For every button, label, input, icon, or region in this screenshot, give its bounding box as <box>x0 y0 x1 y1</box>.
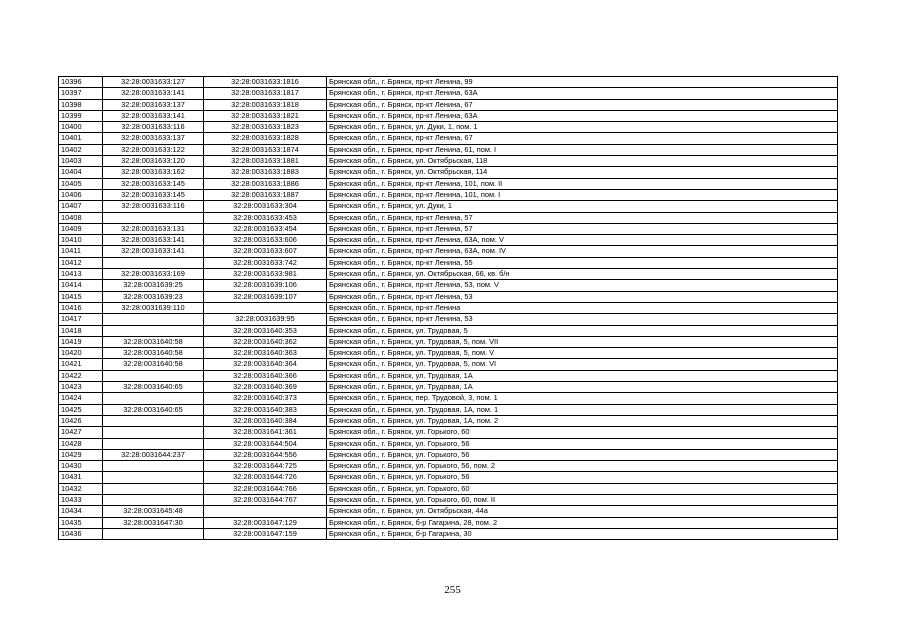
parent-cadastral-number-cell: 32:28:0031633:141 <box>103 110 204 121</box>
cadastral-number-cell: 32:28:0031633:1881 <box>204 156 327 167</box>
parent-cadastral-number-cell <box>103 212 204 223</box>
table-row <box>59 291 838 302</box>
table-row <box>59 427 838 438</box>
table-row <box>59 336 838 347</box>
parent-cadastral-number-cell: 32:28:0031633:127 <box>103 77 204 88</box>
address-cell: Брянская обл., г. Брянск, ул. Дуки, 1 <box>327 201 838 212</box>
row-number-cell: 10414 <box>59 280 103 291</box>
address-cell: Брянская обл., г. Брянск, ул. Трудовая, 5, пом. V <box>327 348 838 359</box>
cadastral-number-cell: 32:28:0031644:726 <box>204 472 327 483</box>
cadastral-number-cell: 32:28:0031639:107 <box>204 291 327 302</box>
parent-cadastral-number-cell: 32:28:0031633:141 <box>103 235 204 246</box>
address-cell: Брянская обл., г. Брянск, ул. Октябрьская, 114 <box>327 167 838 178</box>
table-row <box>59 212 838 223</box>
table-row <box>59 461 838 472</box>
parent-cadastral-number-cell: 32:28:0031640:58 <box>103 336 204 347</box>
cadastral-number-cell: 32:28:0031644:556 <box>204 449 327 460</box>
address-cell: Брянская обл., г. Брянск, ул. Горького, 60, пом. II <box>327 494 838 505</box>
table-row <box>59 302 838 313</box>
address-cell: Брянская обл., г. Брянск, ул. Октябрьская, 66, кв. б/н <box>327 269 838 280</box>
table-row <box>59 110 838 121</box>
table-row <box>59 415 838 426</box>
row-number-cell: 10430 <box>59 461 103 472</box>
table-row <box>59 280 838 291</box>
parent-cadastral-number-cell <box>103 314 204 325</box>
parent-cadastral-number-cell <box>103 461 204 472</box>
parent-cadastral-number-cell <box>103 370 204 381</box>
table-row <box>59 257 838 268</box>
cadastral-number-cell: 32:28:0031640:353 <box>204 325 327 336</box>
address-cell: Брянская обл., г. Брянск, ул. Октябрьская, 44а <box>327 506 838 517</box>
cadastral-number-cell: 32:28:0031641:361 <box>204 427 327 438</box>
row-number-cell: 10425 <box>59 404 103 415</box>
table-row <box>59 122 838 133</box>
parent-cadastral-number-cell: 32:28:0031633:131 <box>103 223 204 234</box>
row-number-cell: 10400 <box>59 122 103 133</box>
page-number: 255 <box>444 584 461 596</box>
row-number-cell: 10418 <box>59 325 103 336</box>
address-cell: Брянская обл., г. Брянск, б-р Гагарина, 30 <box>327 528 838 539</box>
cadastral-number-cell: 32:28:0031633:1818 <box>204 99 327 110</box>
table-row <box>59 472 838 483</box>
row-number-cell: 10423 <box>59 382 103 393</box>
cadastral-number-cell: 32:28:0031633:454 <box>204 223 327 234</box>
cadastral-number-cell: 32:28:0031644:725 <box>204 461 327 472</box>
parent-cadastral-number-cell: 32:28:0031633:169 <box>103 269 204 280</box>
address-cell: Брянская обл., г. Брянск, пр-кт Ленина, 53 <box>327 314 838 325</box>
address-cell: Брянская обл., г. Брянск, ул. Октябрьская, 118 <box>327 156 838 167</box>
table-row <box>59 348 838 359</box>
row-number-cell: 10424 <box>59 393 103 404</box>
parent-cadastral-number-cell <box>103 483 204 494</box>
parent-cadastral-number-cell: 32:28:0031645:48 <box>103 506 204 517</box>
row-number-cell: 10428 <box>59 438 103 449</box>
row-number-cell: 10408 <box>59 212 103 223</box>
parent-cadastral-number-cell: 32:28:0031639:25 <box>103 280 204 291</box>
cadastral-number-cell: 32:28:0031640:369 <box>204 382 327 393</box>
table-row <box>59 517 838 528</box>
address-cell: Брянская обл., г. Брянск, пр-кт Ленина, 101, пом. I <box>327 189 838 200</box>
parent-cadastral-number-cell <box>103 257 204 268</box>
cadastral-table <box>58 76 838 540</box>
parent-cadastral-number-cell: 32:28:0031644:237 <box>103 449 204 460</box>
parent-cadastral-number-cell: 32:28:0031640:58 <box>103 359 204 370</box>
parent-cadastral-number-cell <box>103 494 204 505</box>
row-number-cell: 10427 <box>59 427 103 438</box>
row-number-cell: 10403 <box>59 156 103 167</box>
parent-cadastral-number-cell: 32:28:0031639:23 <box>103 291 204 302</box>
address-cell: Брянская обл., г. Брянск, ул. Трудовая, 1А <box>327 382 838 393</box>
cadastral-number-cell: 32:28:0031644:766 <box>204 483 327 494</box>
parent-cadastral-number-cell <box>103 325 204 336</box>
address-cell: Брянская обл., г. Брянск, пр-кт Ленина, 55 <box>327 257 838 268</box>
parent-cadastral-number-cell: 32:28:0031640:65 <box>103 404 204 415</box>
row-number-cell: 10421 <box>59 359 103 370</box>
cadastral-number-cell: 32:28:0031633:606 <box>204 235 327 246</box>
row-number-cell: 10431 <box>59 472 103 483</box>
cadastral-number-cell: 32:28:0031640:373 <box>204 393 327 404</box>
table-body <box>59 77 838 540</box>
parent-cadastral-number-cell <box>103 393 204 404</box>
address-cell: Брянская обл., г. Брянск, пр-кт Ленина <box>327 302 838 313</box>
parent-cadastral-number-cell: 32:28:0031633:145 <box>103 189 204 200</box>
row-number-cell: 10398 <box>59 99 103 110</box>
table-row <box>59 404 838 415</box>
address-cell: Брянская обл., г. Брянск, ул. Трудовая, 5 <box>327 325 838 336</box>
table-row <box>59 189 838 200</box>
table-row <box>59 494 838 505</box>
row-number-cell: 10435 <box>59 517 103 528</box>
address-cell: Брянская обл., г. Брянск, пр-кт Ленина, 63А, пом. V <box>327 235 838 246</box>
cadastral-number-cell: 32:28:0031633:1816 <box>204 77 327 88</box>
cadastral-number-cell: 32:28:0031640:363 <box>204 348 327 359</box>
parent-cadastral-number-cell: 32:28:0031633:137 <box>103 99 204 110</box>
cadastral-number-cell: 32:28:0031640:364 <box>204 359 327 370</box>
row-number-cell: 10426 <box>59 415 103 426</box>
address-cell: Брянская обл., г. Брянск, пр-кт Ленина, 63А <box>327 110 838 121</box>
table-row <box>59 269 838 280</box>
table-row <box>59 483 838 494</box>
parent-cadastral-number-cell: 32:28:0031639:110 <box>103 302 204 313</box>
row-number-cell: 10422 <box>59 370 103 381</box>
table-row <box>59 393 838 404</box>
cadastral-number-cell: 32:28:0031633:1874 <box>204 144 327 155</box>
table-row <box>59 133 838 144</box>
row-number-cell: 10409 <box>59 223 103 234</box>
parent-cadastral-number-cell: 32:28:0031633:141 <box>103 246 204 257</box>
cadastral-number-cell: 32:28:0031644:767 <box>204 494 327 505</box>
address-cell: Брянская обл., г. Брянск, ул. Трудовая, 1А, пом. 2 <box>327 415 838 426</box>
address-cell: Брянская обл., г. Брянск, б-р Гагарина, 28, пом. 2 <box>327 517 838 528</box>
address-cell: Брянская обл., г. Брянск, пер. Трудовой, 3, пом. 1 <box>327 393 838 404</box>
address-cell: Брянская обл., г. Брянск, ул. Горького, 60 <box>327 483 838 494</box>
parent-cadastral-number-cell: 32:28:0031633:145 <box>103 178 204 189</box>
cadastral-number-cell: 32:28:0031633:742 <box>204 257 327 268</box>
table-row <box>59 325 838 336</box>
parent-cadastral-number-cell <box>103 427 204 438</box>
row-number-cell: 10432 <box>59 483 103 494</box>
parent-cadastral-number-cell: 32:28:0031633:141 <box>103 88 204 99</box>
parent-cadastral-number-cell: 32:28:0031633:116 <box>103 122 204 133</box>
table-row <box>59 382 838 393</box>
address-cell: Брянская обл., г. Брянск, ул. Горького, 56, пом. 2 <box>327 461 838 472</box>
address-cell: Брянская обл., г. Брянск, ул. Горького, 56 <box>327 449 838 460</box>
table-row <box>59 246 838 257</box>
cadastral-number-cell: 32:28:0031640:362 <box>204 336 327 347</box>
cadastral-number-cell: 32:28:0031647:159 <box>204 528 327 539</box>
table-row <box>59 528 838 539</box>
address-cell: Брянская обл., г. Брянск, ул. Трудовая, 5, пом. VI <box>327 359 838 370</box>
cadastral-number-cell: 32:28:0031639:95 <box>204 314 327 325</box>
cadastral-number-cell: 32:28:0031647:129 <box>204 517 327 528</box>
row-number-cell: 10410 <box>59 235 103 246</box>
row-number-cell: 10404 <box>59 167 103 178</box>
row-number-cell: 10411 <box>59 246 103 257</box>
row-number-cell: 10415 <box>59 291 103 302</box>
address-cell: Брянская обл., г. Брянск, пр-кт Ленина, 57 <box>327 212 838 223</box>
row-number-cell: 10434 <box>59 506 103 517</box>
cadastral-number-cell: 32:28:0031633:1817 <box>204 88 327 99</box>
table-row <box>59 178 838 189</box>
table-row <box>59 506 838 517</box>
row-number-cell: 10413 <box>59 269 103 280</box>
row-number-cell: 10429 <box>59 449 103 460</box>
cadastral-number-cell <box>204 506 327 517</box>
address-cell: Брянская обл., г. Брянск, пр-кт Ленина, 57 <box>327 223 838 234</box>
table-row <box>59 449 838 460</box>
table-row <box>59 167 838 178</box>
parent-cadastral-number-cell: 32:28:0031633:120 <box>103 156 204 167</box>
table-row <box>59 88 838 99</box>
cadastral-number-cell: 32:28:0031633:607 <box>204 246 327 257</box>
cadastral-number-cell: 32:28:0031633:1823 <box>204 122 327 133</box>
row-number-cell: 10399 <box>59 110 103 121</box>
cadastral-number-cell: 32:28:0031639:106 <box>204 280 327 291</box>
parent-cadastral-number-cell: 32:28:0031633:122 <box>103 144 204 155</box>
table-row <box>59 235 838 246</box>
address-cell: Брянская обл., г. Брянск, пр-кт Ленина, 53 <box>327 291 838 302</box>
row-number-cell: 10412 <box>59 257 103 268</box>
address-cell: Брянская обл., г. Брянск, пр-кт Ленина, 63А, пом. IV <box>327 246 838 257</box>
cadastral-number-cell: 32:28:0031640:383 <box>204 404 327 415</box>
cadastral-number-cell: 32:28:0031633:1887 <box>204 189 327 200</box>
parent-cadastral-number-cell: 32:28:0031633:116 <box>103 201 204 212</box>
row-number-cell: 10402 <box>59 144 103 155</box>
parent-cadastral-number-cell <box>103 472 204 483</box>
row-number-cell: 10396 <box>59 77 103 88</box>
row-number-cell: 10417 <box>59 314 103 325</box>
table-row <box>59 438 838 449</box>
cadastral-number-cell: 32:28:0031633:981 <box>204 269 327 280</box>
address-cell: Брянская обл., г. Брянск, пр-кт Ленина, 99 <box>327 77 838 88</box>
row-number-cell: 10406 <box>59 189 103 200</box>
address-cell: Брянская обл., г. Брянск, пр-кт Ленина, 53, пом. V <box>327 280 838 291</box>
address-cell: Брянская обл., г. Брянск, пр-кт Ленина, 67 <box>327 133 838 144</box>
cadastral-number-cell: 32:28:0031633:304 <box>204 201 327 212</box>
address-cell: Брянская обл., г. Брянск, ул. Горького, 56 <box>327 438 838 449</box>
parent-cadastral-number-cell: 32:28:0031633:137 <box>103 133 204 144</box>
address-cell: Брянская обл., г. Брянск, пр-кт Ленина, 63А <box>327 88 838 99</box>
address-cell: Брянская обл., г. Брянск, ул. Дуки, 1, пом. 1 <box>327 122 838 133</box>
address-cell: Брянская обл., г. Брянск, ул. Трудовая, 1А, пом. 1 <box>327 404 838 415</box>
address-cell: Брянская обл., г. Брянск, ул. Трудовая, 1А <box>327 370 838 381</box>
address-cell: Брянская обл., г. Брянск, пр-кт Ленина, 61, пом. I <box>327 144 838 155</box>
table-row <box>59 201 838 212</box>
cadastral-number-cell <box>204 302 327 313</box>
table-row <box>59 99 838 110</box>
row-number-cell: 10433 <box>59 494 103 505</box>
table-row <box>59 359 838 370</box>
cadastral-number-cell: 32:28:0031640:366 <box>204 370 327 381</box>
row-number-cell: 10405 <box>59 178 103 189</box>
cadastral-number-cell: 32:28:0031633:1883 <box>204 167 327 178</box>
cadastral-number-cell: 32:28:0031633:1828 <box>204 133 327 144</box>
row-number-cell: 10420 <box>59 348 103 359</box>
cadastral-number-cell: 32:28:0031633:1821 <box>204 110 327 121</box>
cadastral-number-cell: 32:28:0031633:1886 <box>204 178 327 189</box>
cadastral-number-cell: 32:28:0031644:504 <box>204 438 327 449</box>
parent-cadastral-number-cell <box>103 528 204 539</box>
parent-cadastral-number-cell <box>103 438 204 449</box>
parent-cadastral-number-cell: 32:28:0031633:162 <box>103 167 204 178</box>
row-number-cell: 10397 <box>59 88 103 99</box>
row-number-cell: 10419 <box>59 336 103 347</box>
table-row <box>59 156 838 167</box>
parent-cadastral-number-cell <box>103 415 204 426</box>
table-row <box>59 144 838 155</box>
address-cell: Брянская обл., г. Брянск, ул. Горького, 60 <box>327 427 838 438</box>
cadastral-number-cell: 32:28:0031633:453 <box>204 212 327 223</box>
parent-cadastral-number-cell: 32:28:0031640:65 <box>103 382 204 393</box>
parent-cadastral-number-cell: 32:28:0031647:30 <box>103 517 204 528</box>
row-number-cell: 10401 <box>59 133 103 144</box>
address-cell: Брянская обл., г. Брянск, ул. Трудовая, 5, пом. VII <box>327 336 838 347</box>
table-row <box>59 314 838 325</box>
address-cell: Брянская обл., г. Брянск, ул. Горького, 56 <box>327 472 838 483</box>
row-number-cell: 10416 <box>59 302 103 313</box>
table-row <box>59 223 838 234</box>
cadastral-number-cell: 32:28:0031640:384 <box>204 415 327 426</box>
table-row <box>59 370 838 381</box>
parent-cadastral-number-cell: 32:28:0031640:58 <box>103 348 204 359</box>
address-cell: Брянская обл., г. Брянск, пр-кт Ленина, 101, пом. II <box>327 178 838 189</box>
row-number-cell: 10436 <box>59 528 103 539</box>
row-number-cell: 10407 <box>59 201 103 212</box>
address-cell: Брянская обл., г. Брянск, пр-кт Ленина, 67 <box>327 99 838 110</box>
table-row <box>59 77 838 88</box>
